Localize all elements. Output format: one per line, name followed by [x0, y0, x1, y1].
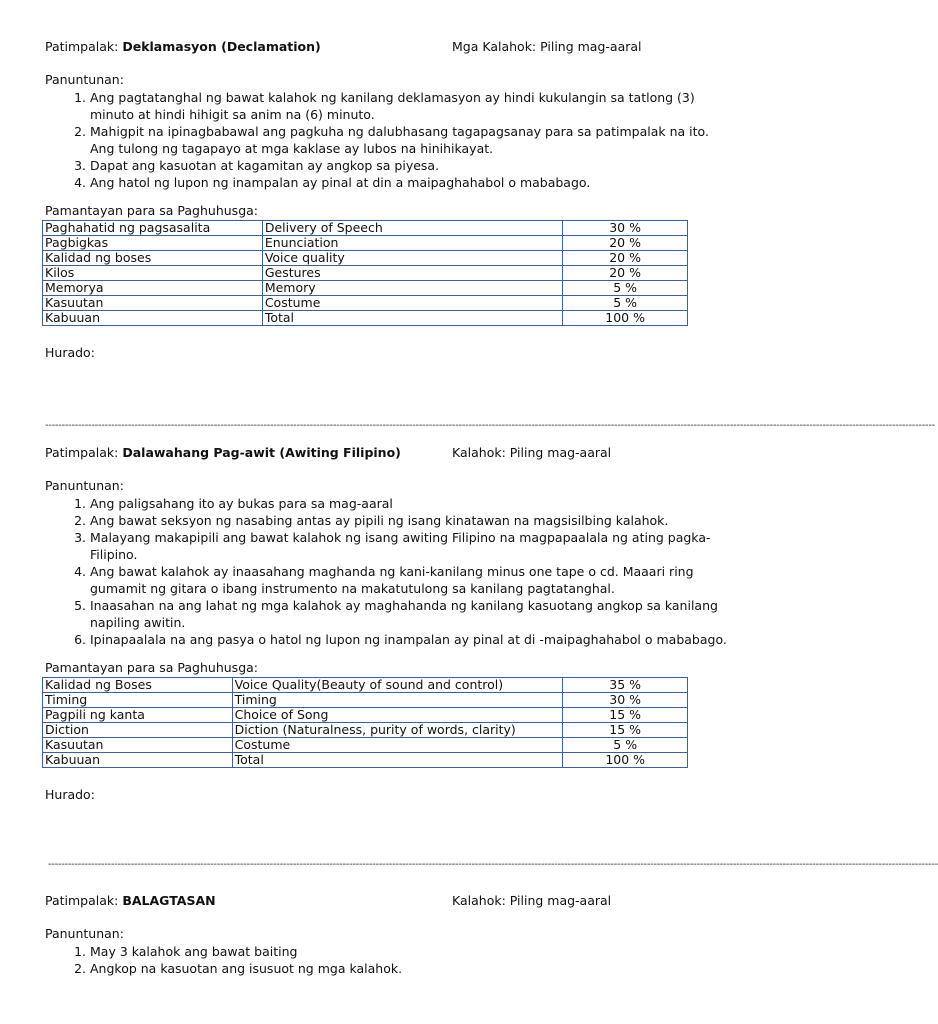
table-row	[43, 221, 688, 236]
criteria-english: Choice of Song	[232, 708, 563, 723]
criteria-percent: 5 %	[563, 281, 688, 296]
contest-header	[45, 444, 735, 462]
rule-item: 3. Dapat ang kasuotan at kagamitan ay angkop sa piyesa.	[90, 157, 735, 174]
section-balagtasan	[45, 892, 735, 977]
criteria-english: Costume	[232, 738, 563, 753]
criteria-label: Pamantayan para sa Paghuhusga:	[45, 203, 259, 218]
criteria-percent: 15 %	[563, 723, 688, 738]
criteria-english: Costume	[262, 296, 562, 311]
criteria-percent: 35 %	[563, 678, 688, 693]
criteria-label: Pamantayan para sa Paghuhusga:	[45, 660, 259, 675]
rules-list	[45, 89, 735, 191]
criteria-table	[42, 677, 688, 768]
rules-label: Panuntunan:	[45, 478, 124, 493]
judges-label: Hurado:	[45, 345, 95, 360]
criteria-english: Diction (Naturalness, purity of words, clarity)	[232, 723, 563, 738]
table-row	[43, 251, 688, 266]
rule-item: 1. Ang pagtatanghal ng bawat kalahok ng kanilang deklamasyon ay hindi kukulangin sa tatlong (3) minuto at hindi hihigit sa anim na (6) minuto.	[90, 89, 735, 123]
judges-label: Hurado:	[45, 787, 95, 802]
criteria-percent: 100 %	[563, 753, 688, 768]
criteria-filipino: Diction	[43, 723, 233, 738]
rules-list	[45, 495, 735, 648]
criteria-filipino: Kabuuan	[43, 311, 263, 326]
rule-item: 1. May 3 kalahok ang bawat baiting	[90, 943, 735, 960]
criteria-filipino: Paghahatid ng pagsasalita	[43, 221, 263, 236]
section-dalawahang-pag-awit	[45, 444, 735, 804]
criteria-percent: 20 %	[563, 251, 688, 266]
rule-item: 4. Ang bawat kalahok ay inaasahang maghanda ng kani-kanilang minus one tape o cd. Maaari ring gumamit ng gitara o ibang instrumento na makatutulong sa kanilang pagtatanghal.	[90, 563, 735, 597]
contest-header	[45, 892, 735, 910]
rule-item: 2. Ang bawat seksyon ng nasabing antas ay pipili ng isang kinatawan na magsisilbing kalahok.	[90, 512, 735, 529]
criteria-filipino: Kalidad ng boses	[43, 251, 263, 266]
section-deklamasyon	[45, 38, 735, 362]
criteria-english: Gestures	[262, 266, 562, 281]
table-row	[43, 723, 688, 738]
section-separator: -----------------------------------------------------------------------------------------------------------------------------------------------------------------------------------------------------------------------------------------------------------------------------	[48, 859, 938, 870]
contest-prefix: Patimpalak:	[45, 445, 123, 460]
criteria-filipino: Pagpili ng kanta	[43, 708, 233, 723]
criteria-filipino: Kilos	[43, 266, 263, 281]
rule-item: 5. Inaasahan na ang lahat ng mga kalahok ay maghahanda ng kanilang kasuotang angkop sa kanilang napiling awitin.	[90, 597, 735, 631]
rules-list	[45, 943, 735, 977]
criteria-percent: 30 %	[563, 693, 688, 708]
table-row	[43, 281, 688, 296]
rules-label: Panuntunan:	[45, 926, 124, 941]
criteria-english: Delivery of Speech	[262, 221, 562, 236]
table-row	[43, 693, 688, 708]
criteria-english: Total	[232, 753, 563, 768]
criteria-percent: 5 %	[563, 296, 688, 311]
criteria-english: Voice quality	[262, 251, 562, 266]
rule-item: 3. Malayang makapipili ang bawat kalahok ng isang awiting Filipino na magpapaalala ng ating pagka-Filipino.	[90, 529, 735, 563]
rule-item: 2. Mahigpit na ipinagbabawal ang pagkuha ng dalubhasang tagapagsanay para sa patimpalak na ito. Ang tulong ng tagapayo at mga kaklase ay lubos na hinihikayat.	[90, 123, 735, 157]
criteria-english: Voice Quality(Beauty of sound and control)	[232, 678, 563, 693]
table-row	[43, 678, 688, 693]
rules-label: Panuntunan:	[45, 72, 124, 87]
contest-title: Dalawahang Pag-awit (Awiting Filipino)	[122, 445, 401, 460]
criteria-filipino: Memorya	[43, 281, 263, 296]
rule-item: 6. Ipinapaalala na ang pasya o hatol ng lupon ng inampalan ay pinal at di -maipaghahabol o mababago.	[90, 631, 735, 648]
criteria-filipino: Kabuuan	[43, 753, 233, 768]
participants-label: Kalahok: Piling mag-aaral	[452, 893, 612, 908]
contest-title: Deklamasyon (Declamation)	[122, 39, 321, 54]
contest-prefix: Patimpalak:	[45, 39, 123, 54]
section-separator: -----------------------------------------------------------------------------------------------------------------------------------------------------------------------------------------------------------------------------------------------------------------------------	[45, 420, 935, 431]
criteria-percent: 20 %	[563, 266, 688, 281]
criteria-filipino: Timing	[43, 693, 233, 708]
criteria-table	[42, 220, 688, 326]
criteria-percent: 5 %	[563, 738, 688, 753]
criteria-english: Total	[262, 311, 562, 326]
criteria-english: Memory	[262, 281, 562, 296]
table-row	[43, 266, 688, 281]
contest-title: BALAGTASAN	[122, 893, 216, 908]
rule-item: 1. Ang paligsahang ito ay bukas para sa mag-aaral	[90, 495, 735, 512]
table-row	[43, 236, 688, 251]
rule-item: 4. Ang hatol ng lupon ng inampalan ay pinal at din a maipaghahabol o mababago.	[90, 174, 735, 191]
criteria-english: Timing	[232, 693, 563, 708]
table-row	[43, 708, 688, 723]
participants-label: Kalahok: Piling mag-aaral	[452, 445, 612, 460]
table-row	[43, 296, 688, 311]
rule-item: 2. Angkop na kasuotan ang isusuot ng mga kalahok.	[90, 960, 735, 977]
table-row	[43, 738, 688, 753]
table-row	[43, 311, 688, 326]
contest-header	[45, 38, 735, 56]
participants-label: Mga Kalahok: Piling mag-aaral	[452, 39, 642, 54]
contest-prefix: Patimpalak:	[45, 893, 123, 908]
criteria-percent: 30 %	[563, 221, 688, 236]
criteria-percent: 20 %	[563, 236, 688, 251]
criteria-filipino: Kasuutan	[43, 738, 233, 753]
criteria-filipino: Pagbigkas	[43, 236, 263, 251]
criteria-english: Enunciation	[262, 236, 562, 251]
criteria-percent: 100 %	[563, 311, 688, 326]
criteria-filipino: Kasuutan	[43, 296, 263, 311]
criteria-filipino: Kalidad ng Boses	[43, 678, 233, 693]
table-row	[43, 753, 688, 768]
criteria-percent: 15 %	[563, 708, 688, 723]
